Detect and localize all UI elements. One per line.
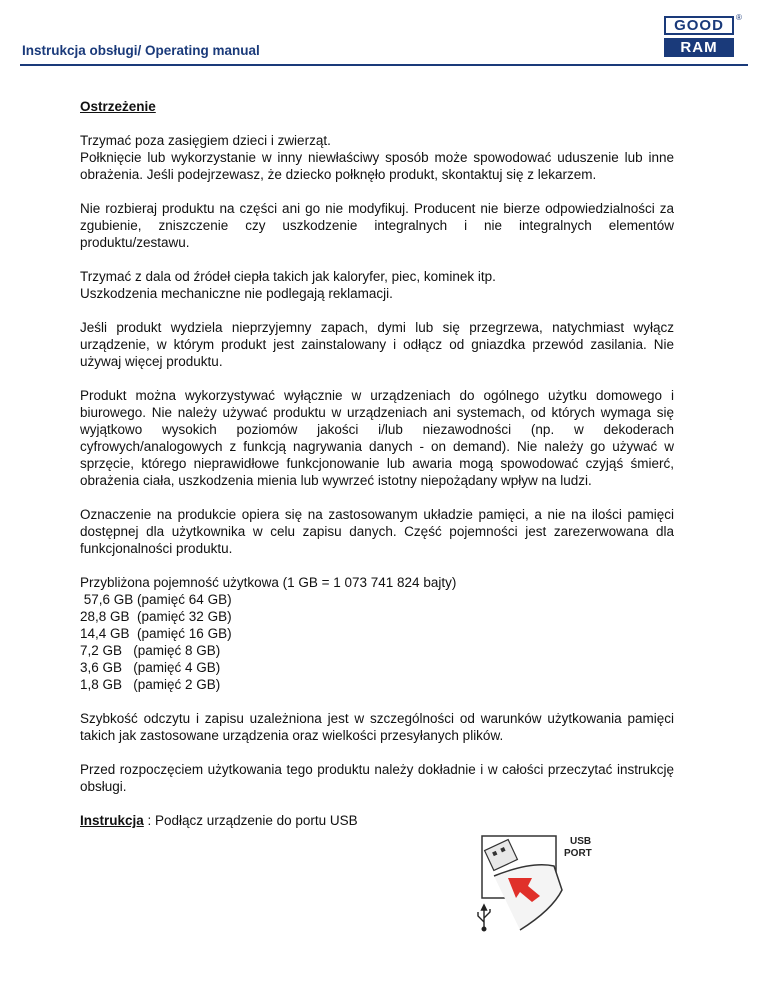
paragraph-children-warning bbox=[80, 132, 674, 183]
instruction-label: Instrukcja bbox=[80, 813, 144, 828]
paragraph-marking: Oznaczenie na produkcie opiera się na zastosowanym układzie pamięci, a nie na ilości pamięci dostępnej dla użytkownika w celu zapisu danych. Część pojemności jest zarezerwowana dla funkcjonalności produktu. bbox=[80, 507, 674, 556]
usb-label: USB bbox=[570, 836, 592, 847]
choking-warning: Połknięcie lub wykorzystanie w inny niewłaściwy sposób może spowodować uduszenie lub inne obrażenia. Jeśli podejrzewasz, że dziecko połknęło produkt, skontaktuj się z lekarzem. bbox=[80, 150, 674, 182]
usb-trident-icon bbox=[478, 905, 490, 931]
header-title: Instrukcja obsługi/ Operating manual bbox=[22, 43, 260, 58]
mechanical-damage-note: Uszkodzenia mechaniczne nie podlegają reklamacji. bbox=[80, 286, 393, 301]
capacity-item: 7,2 GB (pamięć 8 GB) bbox=[80, 643, 221, 658]
instruction-text: : Podłącz urządzenie do portu USB bbox=[143, 813, 358, 828]
goodram-logo bbox=[664, 13, 742, 58]
paragraph-read-manual: Przed rozpoczęciem użytkowania tego produktu należy dokładnie i w całości przeczytać instrukcję obsługi. bbox=[80, 762, 674, 794]
heat-warning: Trzymać z dala od źródeł ciepła takich jak kaloryfer, piec, kominek itp. bbox=[80, 269, 496, 284]
children-warning-line: Trzymać poza zasięgiem dzieci i zwierząt. bbox=[80, 133, 331, 148]
logo-top-text: GOOD bbox=[664, 16, 734, 35]
capacity-list bbox=[80, 574, 674, 693]
logo-bottom-text: RAM bbox=[664, 38, 734, 57]
port-label: PORT bbox=[564, 848, 592, 859]
paragraph-speed: Szybkość odczytu i zapisu uzależniona jest w szczególności od warunków użytkowania pamięci takich jak zastosowane urządzenia oraz wielkości przesyłanych plików. bbox=[80, 711, 674, 743]
section-heading: Ostrzeżenie bbox=[80, 99, 156, 114]
paragraph-disassembly: Nie rozbieraj produktu na części ani go nie modyfikuj. Producent nie bierze odpowiedzialności za zgubienie, zniszczenie czy uszkodzenie integralnych i nie integralnych elementów produktu/zestawu. bbox=[80, 201, 674, 250]
page-header bbox=[0, 0, 768, 70]
usb-port-illustration bbox=[474, 832, 594, 932]
header-divider bbox=[20, 64, 748, 66]
registered-mark: ® bbox=[736, 13, 742, 22]
paragraph-heat bbox=[80, 268, 674, 302]
capacity-item: 28,8 GB (pamięć 32 GB) bbox=[80, 609, 232, 624]
capacity-item: 57,6 GB (pamięć 64 GB) bbox=[80, 592, 232, 607]
capacity-title: Przybliżona pojemność użytkowa (1 GB = 1 073 741 824 bajty) bbox=[80, 575, 457, 590]
document-body bbox=[80, 98, 674, 846]
paragraph-smoke: Jeśli produkt wydziela nieprzyjemny zapach, dymi lub się przegrzewa, natychmiast wyłącz urządzenie, w którym produkt jest zainstalowany i odłącz od gniazdka przewód zasilania. Nie używaj więcej produktu. bbox=[80, 320, 674, 369]
capacity-item: 14,4 GB (pamięć 16 GB) bbox=[80, 626, 232, 641]
capacity-item: 1,8 GB (pamięć 2 GB) bbox=[80, 677, 221, 692]
instruction-line bbox=[80, 812, 674, 829]
capacity-item: 3,6 GB (pamięć 4 GB) bbox=[80, 660, 221, 675]
paragraph-usage: Produkt można wykorzystywać wyłącznie w urządzeniach do ogólnego użytku domowego i biurowego. Nie należy używać produktu w urządzeniach ani systemach, od których wymaga się wyjątkowo wysokich poziomów jakości i/lub niezawodności (np. w dekoderach cyfrowych/analogowych z funkcją nagrywania danych - on demand). Nie należy go używać w sprzęcie, którego nieprawidłowe funkcjonowanie lub awaria mogą spowodować czyjąś śmierć, obrażenia ciała, uszkodzenia mienia lub wywrzeć istotny niepożądany wpływ na ludzi. bbox=[80, 388, 674, 488]
